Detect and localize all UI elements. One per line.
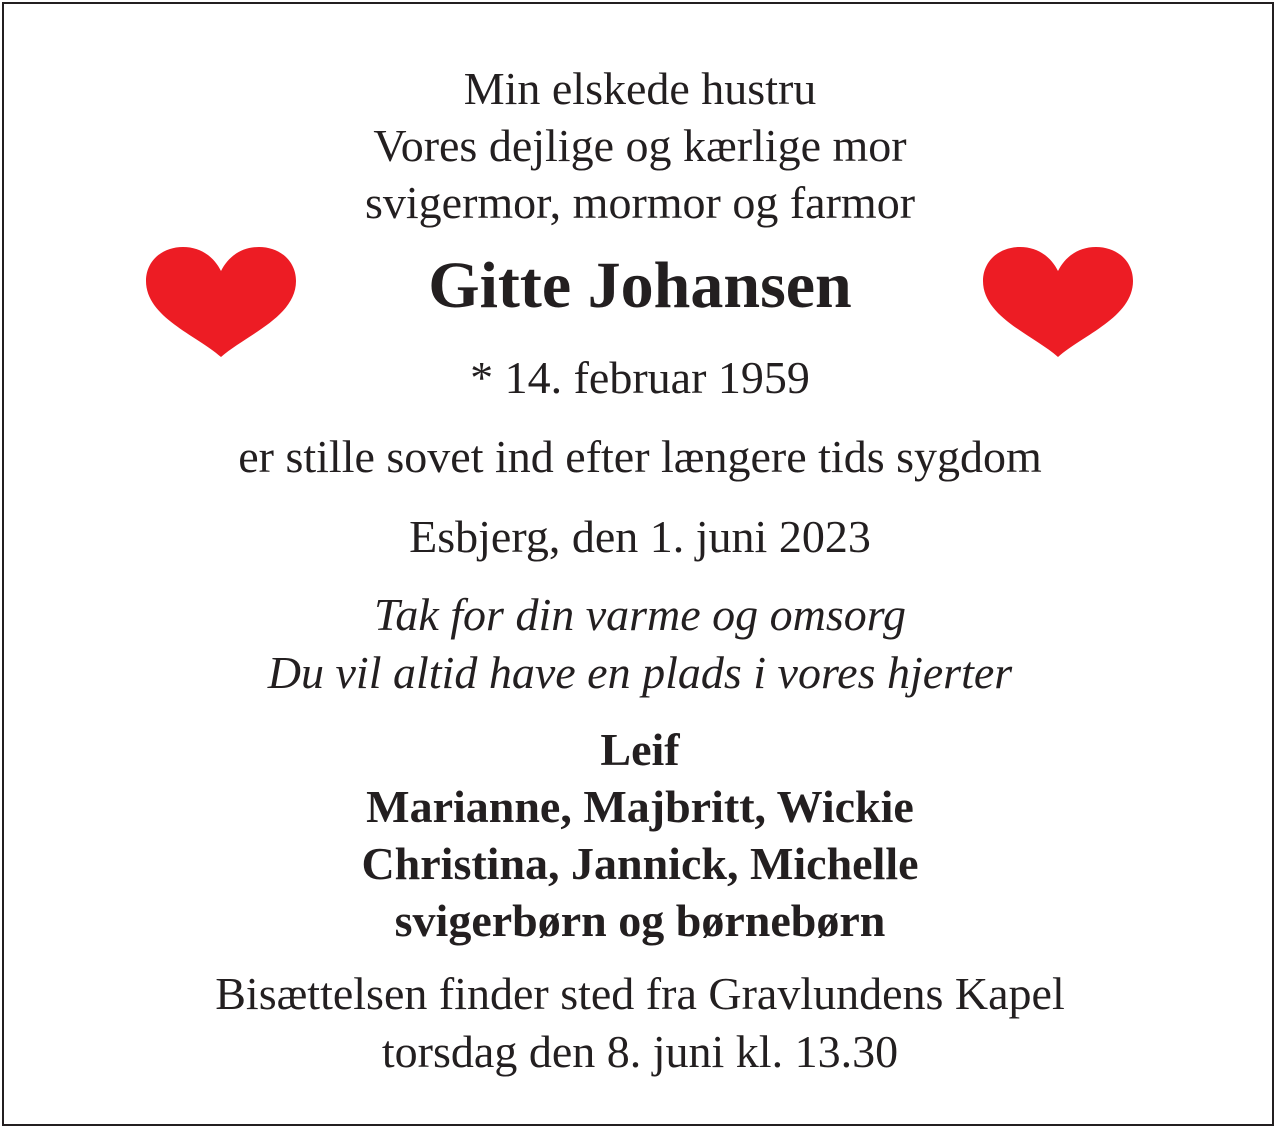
farewell-line-1: Tak for din varme og omsorg	[373, 589, 906, 640]
birth-date: * 14. februar 1959	[470, 352, 810, 403]
place-date: Esbjerg, den 1. juni 2023	[409, 511, 871, 562]
passing-text: er stille sovet ind efter længere tids sygdom	[238, 431, 1042, 482]
family-line-3: Christina, Jannick, Michelle	[361, 838, 919, 889]
funeral-line-2: torsdag den 8. juni kl. 13.30	[381, 1026, 899, 1077]
family-line-1: Leif	[600, 724, 680, 775]
intro-line-1: Min elskede hustru	[463, 63, 817, 114]
funeral-line-1: Bisættelsen finder sted fra Gravlundens Kapel	[215, 968, 1065, 1019]
farewell-line-2: Du vil altid have en plads i vores hjerter	[267, 647, 1013, 698]
deceased-name: Gitte Johansen	[428, 249, 852, 322]
family-line-2: Marianne, Majbritt, Wickie	[366, 781, 914, 832]
intro-line-3: svigermor, mormor og farmor	[364, 177, 916, 228]
intro-line-2: Vores dejlige og kærlige mor	[373, 120, 907, 171]
family-line-4: svigerbørn og børnebørn	[394, 895, 886, 946]
